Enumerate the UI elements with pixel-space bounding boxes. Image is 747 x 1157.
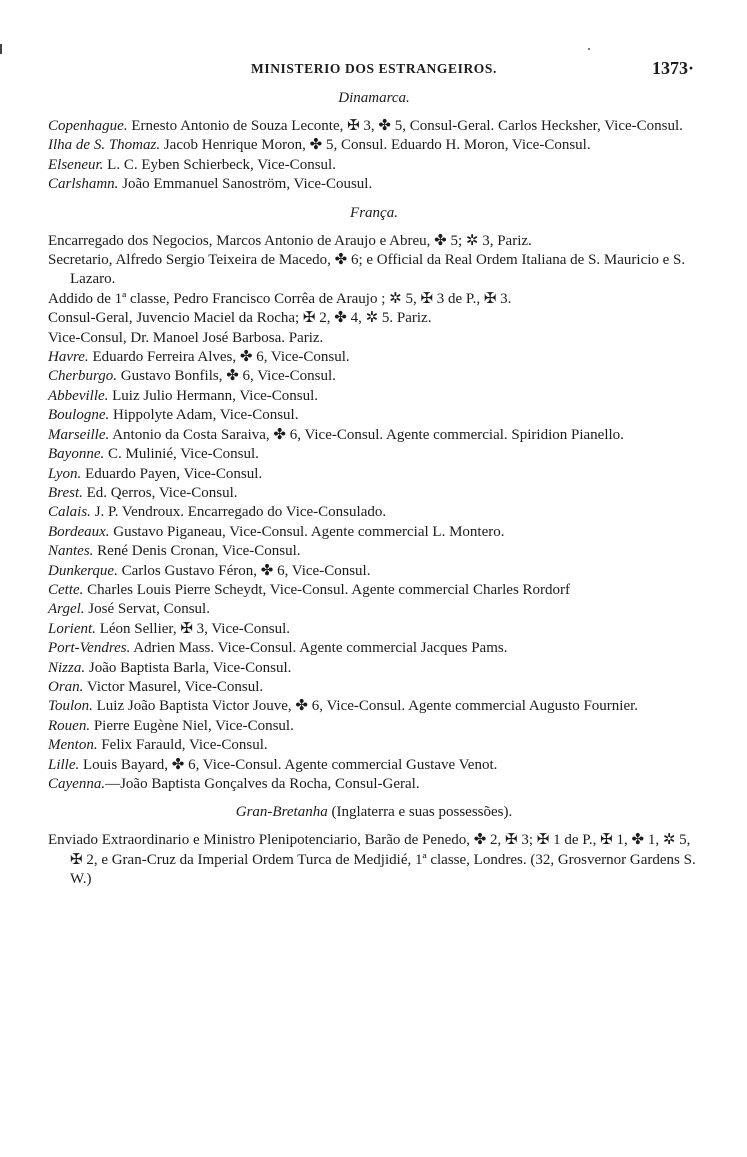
entry-text: Pierre Eugène Niel, Vice-Consul. [93,717,294,734]
entry-text: Gustavo Bonfils, ✤ 6, Vice-Consul. [120,368,336,385]
list-item [48,445,700,464]
list-item [48,156,700,175]
place-name: Argel. [48,601,85,618]
list-item [48,232,700,251]
list-item [48,251,700,290]
list-item [48,175,700,194]
place-name: Nantes. [48,543,94,560]
list-item [48,117,700,136]
place-name: Oran. [48,678,84,695]
list-item [48,542,700,561]
entry-text: João Baptista Barla, Vice-Consul. [88,659,292,676]
list-item [48,406,700,425]
entry-text: Vice-Consul, Dr. Manoel José Barbosa. Pariz. [48,329,324,346]
entry-text: Encarregado dos Negocios, Marcos Antonio de Araujo e Abreu, ✤ 5; ✲ 3, Pariz. [48,232,532,249]
list-item [48,639,700,658]
entry-text: Adrien Mass. Vice-Consul. Agente commercial Jacques Pams. [133,640,508,657]
list-item [48,503,700,522]
entry-text: João Emmanuel Sanoström, Vice-Cousul. [122,176,373,193]
list-item [48,736,700,755]
list-item [48,717,700,736]
entry-text: Charles Louis Pierre Scheydt, Vice-Consul. Agente commercial Charles Rordorf [87,581,571,598]
section-heading-text: Gran-Bretanha [235,804,328,821]
list-item [48,831,700,889]
section-heading-dinamarca: Dinamarca. [338,90,410,106]
entry-text: Eduardo Ferreira Alves, ✤ 6, Vice-Consul. [92,349,350,366]
entry-text: Léon Sellier, ✠ 3, Vice-Consul. [99,620,291,637]
entry-text: Secretario, Alfredo Sergio Teixeira de Macedo, ✤ 6; e Official da Real Ordem Italiana de S. Mauricio e S. Lazaro. [48,252,686,288]
list-item [48,600,700,619]
entry-text: Consul-Geral, Juvencio Maciel da Rocha; ✠ 2, ✤ 4, ✲ 5. Pariz. [48,310,432,327]
list-item [48,562,700,581]
list-item [48,426,700,445]
place-name: Lille. [48,756,80,773]
place-name: Bayonne. [48,446,105,463]
list-item [48,775,700,794]
running-title: MINISTERIO DOS ESTRANGEIROS. [251,61,497,76]
page-number: 1373· [651,58,694,78]
entry-text: Ed. Qerros, Vice-Consul. [86,484,238,501]
entry-text: Louis Bayard, ✤ 6, Vice-Consul. Agente commercial Gustave Venot. [83,756,498,773]
list-item [48,465,700,484]
place-name: Lorient. [48,620,96,637]
entry-text: Victor Masurel, Vice-Consul. [86,678,264,695]
list-item [48,659,700,678]
place-name: Abbeville. [48,387,109,404]
place-name: Cherburgo. [48,368,118,385]
entry-text: Felix Farauld, Vice-Consul. [101,737,268,754]
section-heading-franca: França. [350,204,398,221]
entry-text: René Denis Cronan, Vice-Consul. [97,543,301,560]
place-name: Copenhague. [48,118,128,134]
page-header [48,58,700,84]
list-item [48,387,700,406]
entry-text: Gustavo Piganeau, Vice-Consul. Agente commercial L. Montero. [113,523,505,540]
place-name: Dunkerque. [48,562,118,579]
section-franca [48,232,700,795]
list-item [48,581,700,600]
section-dinamarca [48,117,700,195]
place-name: Rouen. [48,717,91,734]
list-item [48,678,700,697]
entry-text: Luiz João Baptista Victor Jouve, ✤ 6, Vice-Consul. Agente commercial Augusto Fournier. [96,698,639,715]
entry-text: —João Baptista Gonçalves da Rocha, Consul-Geral. [105,776,420,792]
entry-text: Jacob Henrique Moron, ✤ 5, Consul. Eduardo H. Moron, Vice-Consul. [163,137,591,154]
place-name: Menton. [48,737,98,754]
entry-text: Hippolyte Adam, Vice-Consul. [113,407,299,424]
list-item [48,484,700,503]
list-item [48,290,700,309]
place-name: Havre. [48,349,89,366]
entry-text: Enviado Extraordinario e Ministro Plenipotenciario, Barão de Penedo, ✤ 2, ✠ 3; ✠ 1 de P., ✠ 1, ✤ 1, ✲ 5, ✠ 2, e Gran-Cruz da Imperial Ordem Turca de Medjidié, 1ª classe, Londres. (32, Grosvernor Gardens S. W.) [48,832,696,888]
entry-text: Antonio da Costa Saraiva, ✤ 6, Vice-Consul. Agente commercial. Spiridion Pianello. [112,426,624,443]
place-name: Ilha de S. Thomaz. [48,137,161,154]
list-item [48,348,700,367]
entry-text: Addido de 1ª classe, Pedro Francisco Corrêa de Araujo ; ✲ 5, ✠ 3 de P., ✠ 3. [48,290,512,307]
list-item [48,523,700,542]
section-gran-bretanha [48,831,700,889]
place-name: Toulon. [48,698,93,715]
entry-text: Ernesto Antonio de Souza Leconte, ✠ 3, ✤ 5, Consul-Geral. Carlos Hecksher, Vice-Consul. [131,118,683,134]
entry-text: José Servat, Consul. [88,601,210,618]
list-item [48,697,700,716]
place-name: Calais. [48,504,91,521]
entry-text: Carlos Gustavo Féron, ✤ 6, Vice-Consul. [121,562,371,579]
place-name: Cayenna. [48,776,106,792]
place-name: Marseille. [48,426,110,443]
place-name: Boulogne. [48,407,110,424]
list-item [48,367,700,386]
place-name: Bordeaux. [48,523,110,540]
entry-text: L. C. Eyben Schierbeck, Vice-Consul. [107,156,336,173]
entry-text: C. Mulinié, Vice-Consul. [107,446,259,463]
list-item [48,756,700,775]
entry-text: Eduardo Payen, Vice-Consul. [85,465,263,482]
list-item [48,309,700,328]
document-page [48,58,700,890]
section-heading-gran-bretanha [48,804,700,821]
place-name: Brest. [48,484,83,501]
place-name: Port-Vendres. [48,640,131,657]
margin-mark [0,44,2,54]
entry-text: J. P. Vendroux. Encarregado do Vice-Consulado. [94,504,387,521]
place-name: Lyon. [48,465,82,482]
place-name: Nizza. [48,659,86,676]
entry-text: Luiz Julio Hermann, Vice-Consul. [112,387,319,404]
place-name: Carlshamn. [48,176,119,193]
place-name: Cette. [48,581,84,598]
list-item [48,620,700,639]
section-heading-note: (Inglaterra e suas possessões). [331,804,513,821]
place-name: Elseneur. [48,156,104,173]
page-speck [588,48,590,50]
list-item [48,136,700,155]
list-item [48,329,700,348]
